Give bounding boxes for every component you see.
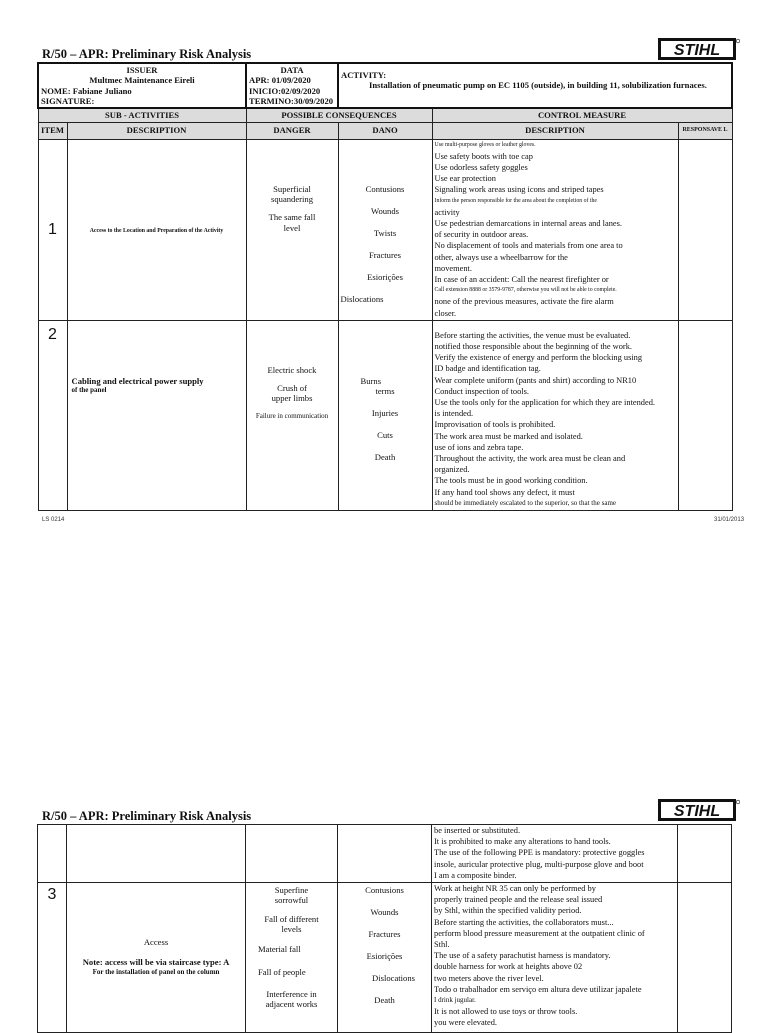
control-line: Verify the existence of energy and perform the blocking using [434, 353, 643, 363]
row-item-number: 2 [38, 320, 67, 510]
danger-line: Electric shock [267, 364, 317, 375]
danger-line: sorrowful [274, 895, 309, 906]
row-description [67, 139, 246, 320]
control-line: Use the tools only for the application for which they are intended. [434, 398, 655, 408]
dano-line: Wounds [370, 907, 399, 918]
control-line: The use of the following PPE is mandatory: protective goggles [434, 848, 645, 858]
control-line: other, always use a wheelbarrow for the [434, 252, 568, 262]
control-line: Signaling work areas using icons and striped tapes [434, 185, 604, 195]
row-dano [338, 320, 432, 510]
control-line: Use odorless safety goggles [434, 162, 528, 172]
end-date: TERMINO:30/09/2020 [249, 95, 334, 106]
row-description [67, 825, 246, 883]
control-line: Use multi-purpose gloves or leather gloves. [434, 141, 536, 148]
row-control-measure [432, 883, 678, 1033]
control-line: It is not allowed to use toys or throw tools. [434, 1007, 578, 1017]
danger-line: Material fall [258, 944, 301, 955]
danger-line: Fall of people [258, 966, 306, 977]
control-line: Sthl. [434, 940, 450, 950]
issuer-name: NOME: Fabiane Juliano [41, 85, 132, 96]
control-line: The work area must be marked and isolated. [434, 431, 583, 441]
row-responsavel [678, 139, 732, 320]
logo-text: STIHL [673, 803, 721, 820]
dano-line: Fractures [369, 249, 401, 260]
row-description [67, 883, 246, 1033]
row-control-measure [432, 139, 678, 320]
dano-line: Esiorições [367, 271, 403, 282]
control-line: Call extension 8888 or 3579-9787, otherwise you will not be able to complete. [434, 287, 617, 294]
col-dano: DANO [338, 122, 432, 139]
row-danger [246, 825, 338, 883]
control-line: properly trained people and the release seal issued [434, 895, 603, 905]
row-description-text: Note: access will be via staircase type: A [82, 957, 230, 968]
col-sub-activities: SUB - ACTIVITIES [38, 108, 246, 122]
dano-line: Contusions [365, 885, 404, 896]
control-line: Use safety boots with toe cap [434, 151, 533, 161]
activity-text: Installation of pneumatic pump on EC 1105 (outside), in building 11, solubilization furnaces. [369, 80, 707, 91]
control-line: movement. [434, 263, 472, 273]
spacer [249, 204, 336, 212]
danger-line: Superfine [274, 885, 309, 896]
stihl-logo-page-2 [658, 799, 740, 821]
data-cell [246, 63, 338, 108]
danger-line: level [283, 222, 301, 233]
control-line: I am a composite binder. [434, 870, 517, 880]
activity-label: ACTIVITY: [341, 70, 387, 80]
issuer-cell [38, 63, 246, 108]
danger-line: Superficial [273, 183, 311, 194]
control-line: double harness for work at heights above 02 [434, 962, 583, 972]
apr-date: APR: 01/09/2020 [249, 75, 311, 86]
control-line: organized. [434, 465, 470, 475]
row-danger [246, 883, 338, 1033]
dano-line: Twists [373, 227, 397, 238]
control-line: should be immediately escalated to the superior, so that the same [434, 498, 616, 507]
col-control-description: DESCRIPTION [432, 122, 678, 139]
col-responsavel: RESPONSAVE L [678, 122, 732, 139]
control-line: No displacement of tools and materials from one area to [434, 241, 623, 251]
control-line: Improvisation of tools is prohibited. [434, 420, 556, 430]
page-2 [0, 790, 768, 1028]
row-description [67, 320, 246, 510]
table-row [38, 320, 732, 510]
risk-table-page-1 [37, 62, 733, 511]
dano-line: Wounds [371, 205, 399, 216]
col-description: DESCRIPTION [67, 122, 246, 139]
issuer-company: Multmec Maintenance Eireli [89, 75, 195, 86]
danger-line: squandering [271, 193, 314, 204]
dano-line: Dislocations [340, 293, 384, 304]
control-line: Use pedestrian demarcations in internal areas and lanes. [434, 218, 622, 228]
control-line: you were elevated. [434, 1018, 498, 1028]
row-description-text: Access to the Location and Preparation of the Activity [89, 228, 224, 235]
row-responsavel [678, 320, 732, 510]
col-control-measure: CONTROL MEASURE [432, 108, 732, 122]
row-control-measure [432, 825, 678, 883]
footer-code: LS 0214 [42, 517, 65, 523]
row-dano [338, 825, 432, 883]
control-line: I drink jugular. [434, 996, 476, 1005]
row-description-text: Cabling and electrical power supply [71, 375, 204, 386]
control-line: of security in outdoor areas. [434, 230, 529, 240]
dano-line: terms [375, 386, 395, 397]
control-line: The tools must be in good working condition. [434, 476, 588, 486]
control-line: none of the previous measures, activate the fire alarm [434, 297, 614, 307]
dano-line: Fractures [368, 929, 401, 940]
control-line: by Sthl, within the specified validity period. [434, 906, 582, 916]
dano-line: Dislocations [372, 973, 415, 984]
danger-line: Crush of [277, 383, 307, 394]
control-line: It is prohibited to make any alterations to hand tools. [434, 837, 611, 847]
danger-line: levels [281, 923, 302, 934]
control-line: use of ions and zebra tape. [434, 442, 524, 452]
control-line: Work at height NR 35 can only be performed by [434, 884, 596, 894]
stihl-logo [658, 38, 740, 60]
row-dano [338, 139, 432, 320]
control-line: is intended. [434, 409, 474, 419]
row-danger [246, 320, 338, 510]
control-line: If any hand tool shows any defect, it must [434, 487, 575, 497]
row-responsavel [678, 883, 732, 1033]
row-item-number [38, 825, 67, 883]
control-line: In case of an accident: Call the nearest firefighter or [434, 275, 609, 284]
control-line: Wear complete uniform (pants and shirt) according to NR10 [434, 375, 637, 385]
footer-date: 31/01/2013 [714, 517, 745, 523]
dano-line: Contusions [365, 183, 405, 194]
col-possible-consequences: POSSIBLE CONSEQUENCES [246, 108, 432, 122]
row-dano [338, 883, 432, 1033]
control-line: two meters above the river level. [434, 973, 544, 983]
control-line: insole, auricular protective plug, multi-purpose glove and boot [434, 859, 644, 869]
dano-line: Esiorições [366, 951, 403, 962]
issuer-signature: SIGNATURE: [41, 95, 95, 106]
danger-line: The same fall [268, 212, 316, 223]
control-line: closer. [434, 308, 457, 318]
table-row [38, 883, 732, 1033]
start-date: INICIO:02/09/2020 [249, 85, 321, 96]
row-description-text: Access [143, 937, 169, 948]
col-danger: DANGER [246, 122, 338, 139]
control-line: Before starting the activities, the venue must be evaluated. [434, 330, 631, 340]
row-description-text: For the installation of panel on the column [92, 967, 220, 976]
row-control-measure [432, 320, 678, 510]
row-description-text: of the panel [71, 386, 107, 395]
dano-line: Burns [360, 375, 382, 386]
danger-line: Interference in [266, 988, 317, 999]
document-title: R/50 – APR: Preliminary Risk Analysis [42, 47, 252, 61]
logo-text: STIHL [673, 42, 721, 59]
control-line: notified those responsible about the beginning of the work. [434, 342, 632, 352]
col-item: ITEM [38, 122, 67, 139]
document-title-page-2: R/50 – APR: Preliminary Risk Analysis [42, 809, 252, 823]
dano-line: Death [374, 995, 395, 1006]
control-line: ID badge and identification tag. [434, 364, 541, 374]
control-line: Conduct inspection of tools. [434, 386, 529, 396]
table-row [38, 825, 732, 883]
control-line: Use ear protection [434, 174, 496, 184]
control-line: be inserted or substituted. [434, 826, 521, 835]
control-line: The use of a safety parachutist harness is mandatory. [434, 951, 611, 961]
danger-line: upper limbs [271, 393, 313, 404]
risk-table-page-2 [37, 824, 732, 1033]
row-item-number: 1 [38, 139, 67, 320]
row-responsavel [678, 825, 732, 883]
control-line: activity [434, 207, 460, 217]
dano-line: Death [374, 452, 396, 463]
table-row [38, 139, 732, 320]
control-line: Inform the person responsible for the area about the completion of the [434, 197, 597, 204]
control-line: Before starting the activities, the collaborators must... [434, 917, 614, 927]
control-line: Throughout the activity, the work area must be clean and [434, 454, 626, 464]
activity-cell [338, 63, 732, 108]
control-line: perform blood pressure measurement at the outpatient clinic of [434, 928, 645, 938]
issuer-label: ISSUER [126, 65, 158, 75]
dano-line: Cuts [377, 430, 393, 441]
danger-line: adjacent works [265, 999, 318, 1010]
dano-line: Injuries [371, 408, 399, 419]
row-danger [246, 139, 338, 320]
danger-line: Fall of different [264, 913, 319, 924]
row-item-number: 3 [38, 883, 67, 1033]
control-line: Todo o trabalhador em serviço em altura deve utilizar japalete [434, 984, 642, 994]
data-label: DATA [280, 65, 304, 75]
danger-line: Failure in communication [255, 411, 329, 420]
